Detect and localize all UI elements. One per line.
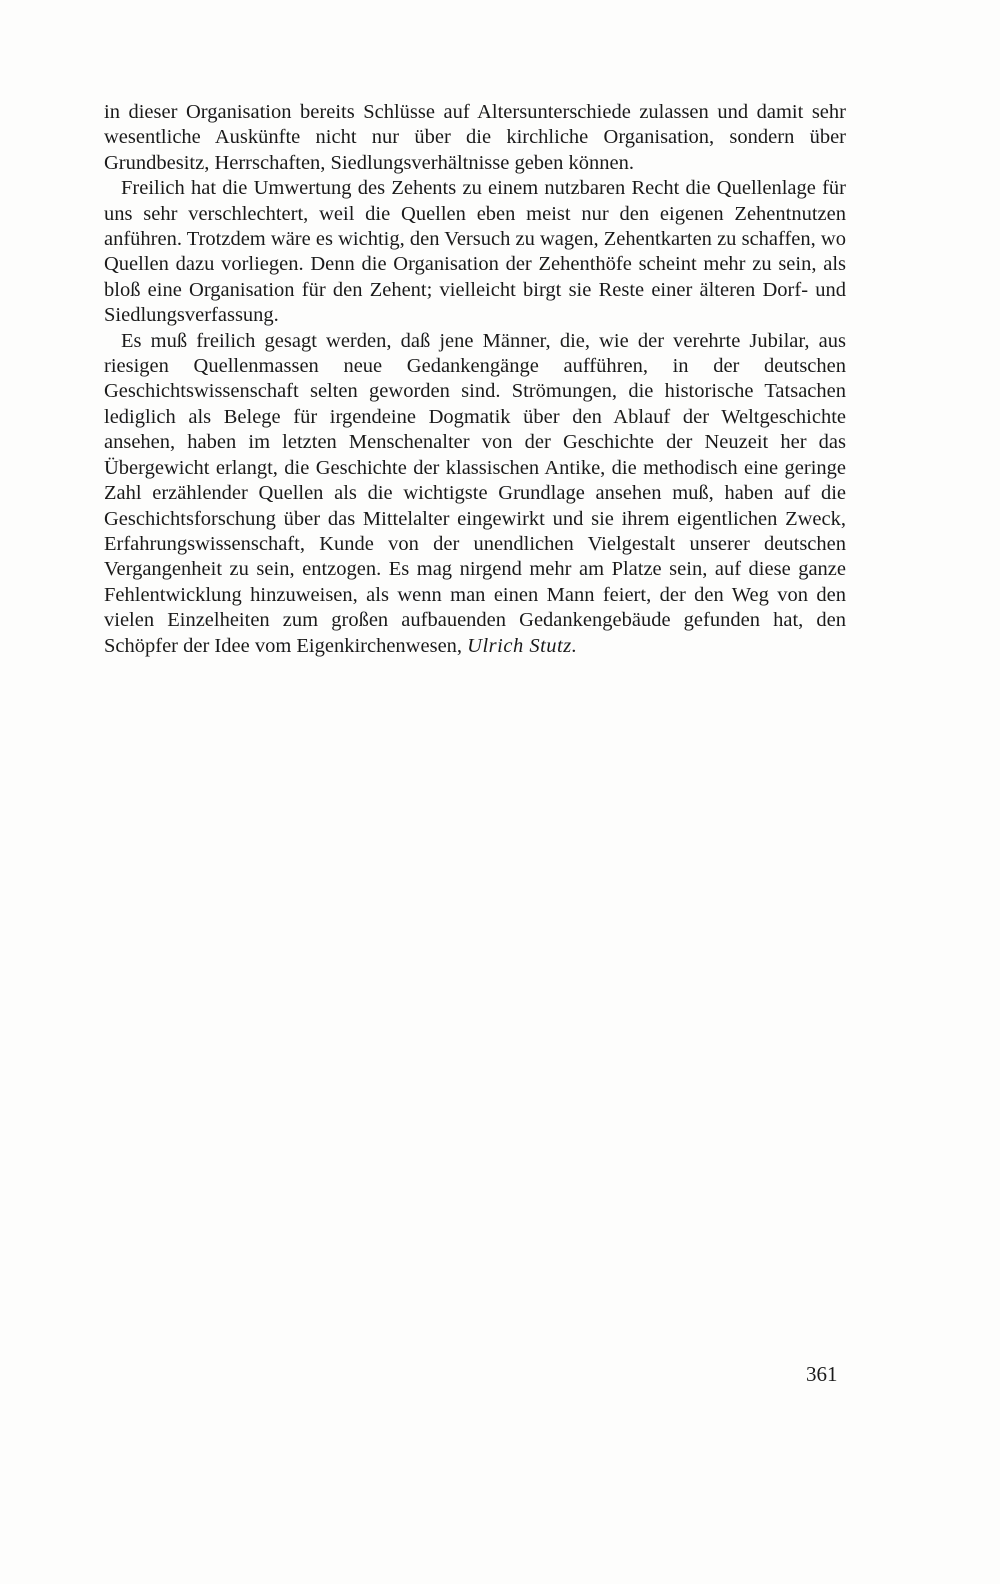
author-name: Ulrich Stutz.: [467, 634, 578, 657]
paragraph-1: in dieser Organisation bereits Schlüsse auf Altersunterschiede zulassen und damit sehr wesentliche Auskünfte nicht nur über die kirchliche Organisation, sondern über Grundbesitz, Herrschaften, Siedlungsverhältnisse geben können.: [104, 101, 846, 174]
page-number: 361: [806, 1362, 838, 1386]
paragraph-3-text: Es muß freilich gesagt werden, daß jene Männer, die, wie der verehrte Jubilar, aus riesigen Quellenmassen neue Gedankengänge aufführen, in der deutschen Geschichtswissenschaft selten geworden sind. Strömungen, die historische Tatsachen lediglich als Belege für irgendeine Dogmatik über den Ablauf der Weltgeschichte ansehen, haben im letzten Menschenalter von der Geschichte der Neuzeit her das Übergewicht erlangt, die Geschichte der klassischen Antike, die methodisch eine geringe Zahl erzählender Quellen als die wichtigste Grundlage ansehen muß, haben auf die Geschichtsforschung über das Mittelalter eingewirkt und sie ihrem eigentlichen Zweck, Erfahrungswissenschaft, Kunde von der unendlichen Vielgestalt unserer deutschen Vergangenheit zu sein, entzogen. Es mag nirgend mehr am Platze sein, auf diese ganze Fehlentwicklung hinzuweisen, als wenn man einen Mann feiert, der den Weg von den vielen Einzelheiten zum großen aufbauenden Gedankengebäude gefunden hat, den Schöpfer der Idee vom Eigenkirchenwesen,: [104, 329, 846, 657]
body-text: [104, 100, 846, 659]
paragraph-3: [104, 329, 846, 659]
paragraph-2: Freilich hat die Umwertung des Zehents zu einem nutzbaren Recht die Quellenlage für uns sehr verschlechtert, weil die Quellen eben meist nur den eigenen Zehentnutzen anführen. Trotzdem wäre es wichtig, den Versuch zu wagen, Zehentkarten zu schaffen, wo Quellen dazu vorliegen. Denn die Organisation der Zehenthöfe scheint mehr zu sein, als bloß eine Organisation für den Zehent; vielleicht birgt sie Reste einer älteren Dorf- und Siedlungsverfassung.: [104, 177, 846, 327]
